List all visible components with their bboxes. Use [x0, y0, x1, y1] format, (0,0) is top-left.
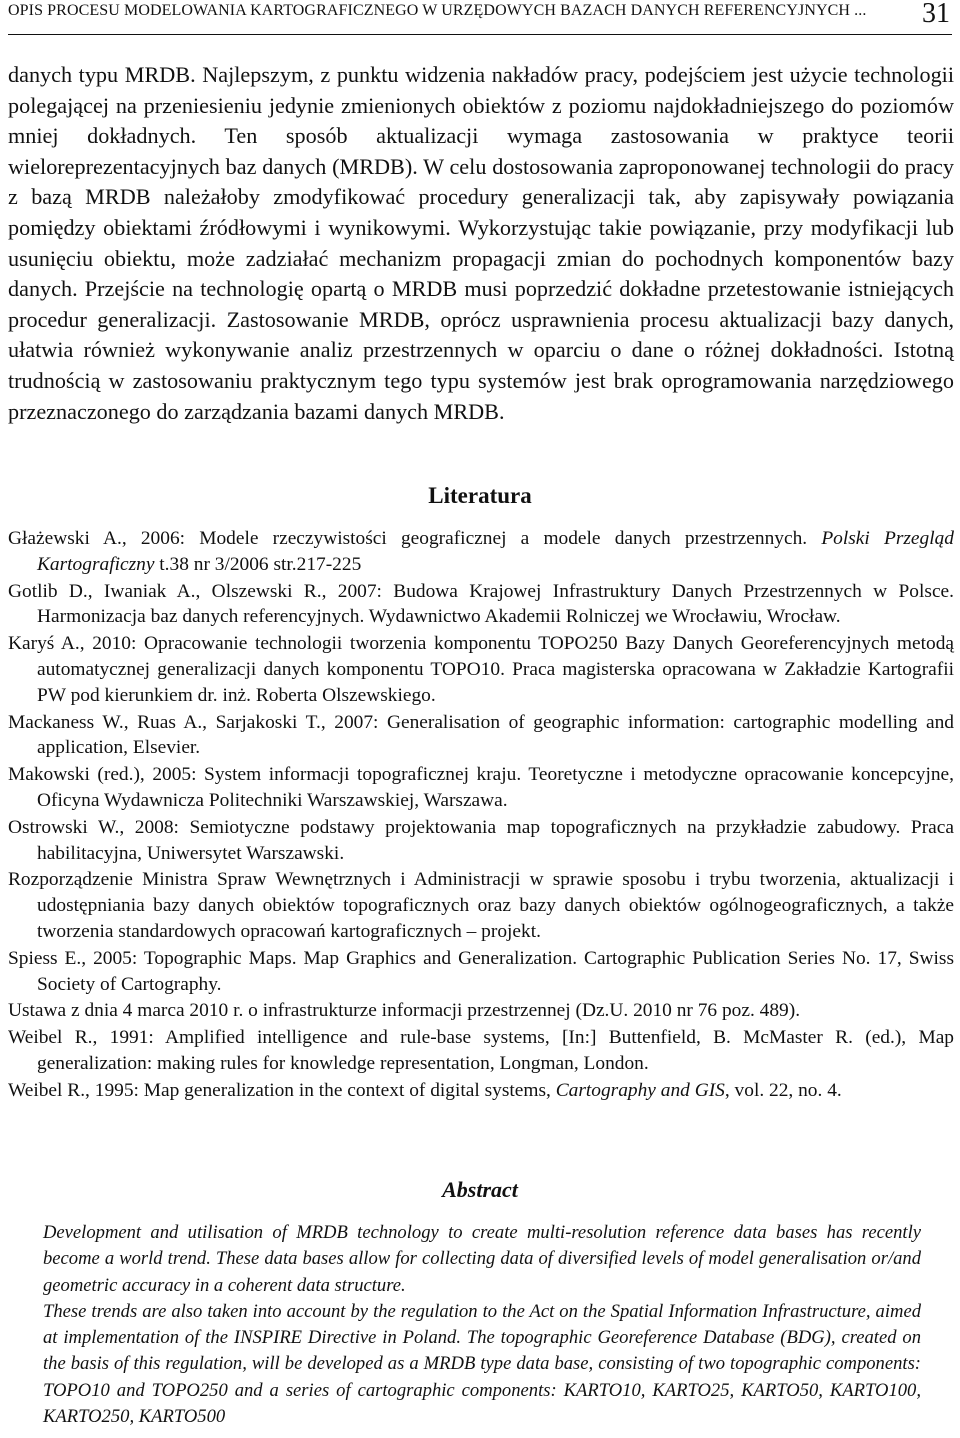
running-title: OPIS PROCESU MODELOWANIA KARTOGRAFICZNEGO W URZĘDOWYCH BAZACH DANYCH REFERENCYJNYCH ... — [8, 2, 867, 19]
running-header — [8, 0, 952, 35]
reference-item: Rozporządzenie Ministra Spraw Wewnętrznych i Administracji w sprawie sposobu i trybu tworzenia, aktualizacji i udostępniania bazy danych obiektów topograficznych oraz bazy danych obiektów ogólnogeograficznych, a także tworzenia standardowych opracowań kartograficznych – projekt. — [8, 869, 954, 942]
reference-item: Ustawa z dnia 4 marca 2010 r. o infrastrukturze informacji przestrzennej (Dz.U. 2010 nr 76 poz. 489). — [8, 1000, 801, 1022]
abstract-text — [43, 1220, 921, 1430]
references-heading: Literatura — [428, 483, 532, 508]
page-number: 31 — [922, 0, 950, 29]
abstract-paragraph: Development and utilisation of MRDB technology to create multi-resolution reference data bases has recently become a world trend. These data bases allow for collecting data of diversified levels of model generalisation or/and geometric accuracy in a coherent data structure. — [43, 1222, 921, 1296]
abstract-heading: Abstract — [442, 1177, 518, 1202]
reference-item: Spiess E., 2005: Topographic Maps. Map Graphics and Generalization. Cartographic Publication Series No. 17, Swiss Society of Cartography. — [8, 947, 954, 995]
reference-item: Gotlib D., Iwaniak A., Olszewski R., 2007: Budowa Krajowej Infrastruktury Danych Przestrzennych w Polsce. Harmonizacja baz danych referencyjnych. Wydawnictwo Akademii Rolniczej we Wrocławiu, Wrocław. — [8, 580, 954, 628]
reference-item: Karyś A., 2010: Opracowanie technologii tworzenia komponentu TOPO250 Bazy Danych Georeferencyjnych metodą automatycznej generalizacji danych komponentu TOPO10. Praca magisterska opracowana w Zakładzie Kartografii PW pod kierunkiem dr. inż. Roberta Olszewskiego. — [8, 633, 954, 706]
abstract-paragraph: These trends are also taken into account by the regulation to the Act on the Spatial Information Infrastructure, aimed at implementation of the INSPIRE Directive in Poland. The topographic Georeference Database (BDG), created on the basis of this regulation, will be developed as a MRDB type data base, consisting of two topographic components: TOPO10 and TOPO250 and a series of cartographic components: KARTO10, KARTO25, KARTO50, KARTO100, KARTO250, KARTO500 — [43, 1300, 921, 1428]
reference-item: Mackaness W., Ruas A., Sarjakoski T., 2007: Generalisation of geographic information: cartographic modelling and application, Elsevier. — [8, 711, 954, 759]
references-list — [8, 526, 954, 1105]
reference-item: Głażewski A., 2006: Modele rzeczywistości geograficznej a modele danych przestrzennych. Polski Przegląd Kartograficzny t.38 nr 3/2006 str.217-225 — [8, 528, 954, 575]
reference-item: Makowski (red.), 2005: System informacji topograficznej kraju. Teoretyczne i metodyczne opracowanie koncepcyjne, Oficyna Wydawnicza Politechniki Warszawskiej, Warszawa. — [8, 764, 954, 811]
reference-item: Ostrowski W., 2008: Semiotyczne podstawy projektowania map topograficznych na przykładzie zabudowy. Praca habilitacyjna, Uniwersytet Warszawski. — [8, 816, 954, 864]
reference-item: Weibel R., 1995: Map generalization in the context of digital systems, Cartography and GIS, vol. 22, no. 4. — [8, 1079, 842, 1101]
body-paragraph: danych typu MRDB. Najlepszym, z punktu widzenia nakładów pracy, podejściem jest użycie technologii polegającej na przeniesieniu jedynie zmienionych obiektów z poziomu najdokładniejszego do poziomów mniej dokładnych. Ten sposób aktualizacji wymaga zastosowania w praktyce teorii wieloreprezentacyjnych baz danych (MRDB). W celu dostosowania zaproponowanej technologii do pracy z bazą MRDB należałoby zmodyfikować procedury generalizacji tak, aby zapisywały powiązania pomiędzy obiektami źródłowymi i wynikowymi. Wykorzystując takie powiązanie, przy modyfikacji lub usunięciu obiektu, może zadziałać mechanizm propagacji zmian do pochodnych komponentów bazy danych. Przejście na technologię opartą o MRDB musi poprzedzić dokładne przetestowanie istniejących procedur generalizacji. Zastosowanie MRDB, oprócz usprawnienia procesu aktualizacji bazy danych, ułatwia również wykonywanie analiz przestrzennych w oparciu o dane o różnej dokładności. Istotną trudnością w zastosowaniu praktycznym tego typu systemów jest brak oprogramowania narzędziowego przeznaczonego do zarządzania bazami danych MRDB. — [8, 62, 954, 424]
reference-item: Weibel R., 1991: Amplified intelligence and rule-base systems, [In:] Buttenfield, B. McMaster R. (ed.), Map generalization: making rules for knowledge representation, Longman, London. — [8, 1027, 954, 1074]
